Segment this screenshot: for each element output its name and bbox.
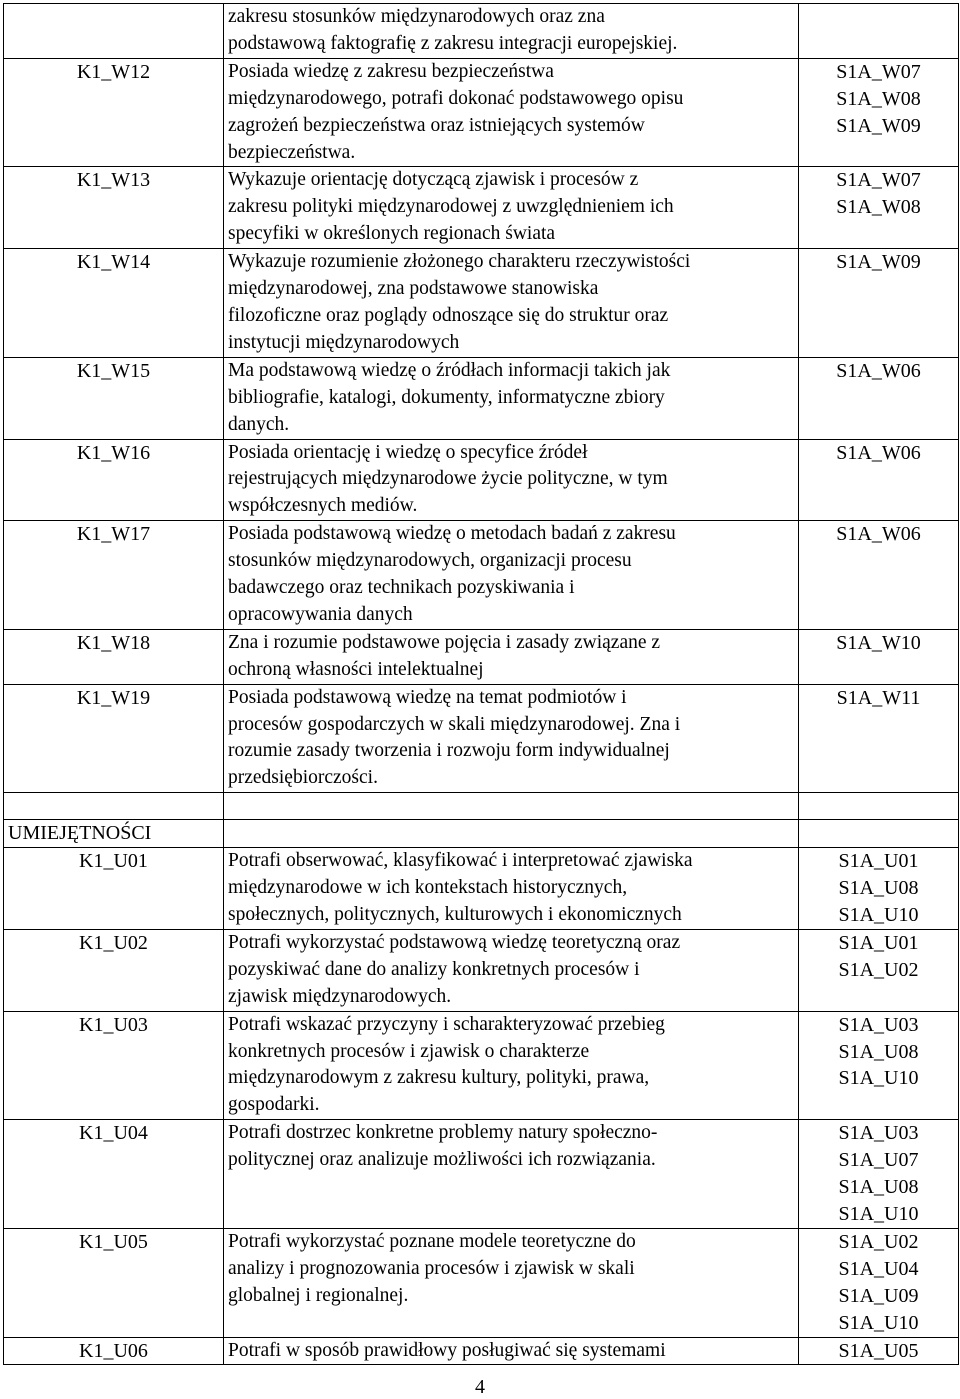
- description-line: Potrafi wskazać przyczyny i scharakteryzować przebieg: [228, 1013, 665, 1035]
- description-line: Potrafi wykorzystać podstawową wiedzę teoretyczną oraz: [228, 931, 681, 953]
- description-line: instytucji międzynarodowych: [228, 331, 460, 353]
- outcome-description: [224, 1011, 799, 1120]
- description-line: zakresu polityki międzynarodowej z uwzględnieniem ich: [228, 196, 674, 218]
- reference-code: S1A_U08: [838, 1040, 919, 1063]
- reference-code: S1A_W09: [836, 114, 921, 137]
- reference-code: S1A_W06: [836, 441, 921, 464]
- description-line: stosunków międzynarodowych, organizacji procesu: [228, 550, 632, 572]
- table-row: [4, 521, 959, 630]
- description-line: Posiada wiedzę z zakresu bezpieczeństwa: [228, 60, 554, 82]
- reference-code: S1A_U10: [838, 904, 919, 926]
- table-row: [4, 357, 959, 439]
- description-line: procesów gospodarczych w skali międzynarodowej. Zna i: [228, 713, 681, 735]
- reference-code: S1A_U09: [838, 1284, 919, 1307]
- table-row: [4, 439, 959, 521]
- table-row: [4, 848, 959, 930]
- outcome-code: K1_U02: [4, 929, 224, 1011]
- table-row: [4, 684, 959, 793]
- outcome-description: [224, 1337, 799, 1365]
- description-line: pozyskiwać dane do analizy konkretnych procesów i: [228, 958, 640, 980]
- reference-code: S1A_U08: [838, 877, 919, 900]
- reference-code: S1A_W06: [836, 523, 921, 546]
- table-row: [4, 1228, 959, 1337]
- reference-codes: [799, 1120, 959, 1229]
- reference-code: S1A_U04: [838, 1257, 919, 1280]
- reference-code: S1A_U05: [838, 1339, 919, 1362]
- reference-codes: [799, 521, 959, 630]
- reference-code: S1A_U10: [838, 1311, 919, 1334]
- reference-codes: [799, 1011, 959, 1120]
- reference-codes: [799, 848, 959, 930]
- description-line: zagrożeń bezpieczeństwa oraz istniejących systemów: [228, 114, 645, 136]
- description-line: zjawisk międzynarodowych.: [228, 985, 452, 1007]
- description-line: Zna i rozumie podstawowe pojęcia i zasady związane z: [228, 631, 661, 653]
- outcome-description: [224, 357, 799, 439]
- table-row: [4, 793, 959, 820]
- learning-outcomes-table: [3, 3, 959, 1365]
- description-line: międzynarodowej, zna podstawowe stanowiska: [228, 278, 599, 300]
- description-line: gospodarki.: [228, 1094, 320, 1116]
- description-line: politycznej oraz analizuje możliwości ich rozwiązania.: [228, 1149, 656, 1171]
- reference-code: S1A_U03: [838, 1122, 919, 1145]
- description-line: filozoficzne oraz poglądy odnoszące się do struktur oraz: [228, 304, 669, 326]
- outcome-description: [224, 58, 799, 167]
- description-line: bezpieczeństwa.: [228, 141, 356, 163]
- description-line: Ma podstawową wiedzę o źródłach informacji takich jak: [228, 359, 671, 381]
- outcome-description: [224, 1120, 799, 1229]
- reference-codes: [799, 929, 959, 1011]
- reference-code: S1A_U02: [838, 958, 919, 981]
- table-row: [4, 249, 959, 358]
- reference-code: S1A_U02: [838, 1230, 919, 1253]
- outcome-code: K1_W15: [4, 357, 224, 439]
- table-row: [4, 1120, 959, 1229]
- outcome-code: [4, 793, 224, 820]
- description-line: Posiada podstawową wiedzę na temat podmiotów i: [228, 686, 627, 708]
- description-line: Potrafi obserwować, klasyfikować i interpretować zjawiska: [228, 850, 693, 872]
- page-number: 4: [475, 1376, 485, 1398]
- reference-codes: [799, 357, 959, 439]
- reference-codes: [799, 4, 959, 59]
- reference-code: S1A_W10: [836, 631, 921, 654]
- reference-code: S1A_U07: [838, 1149, 919, 1172]
- reference-code: S1A_W06: [836, 359, 921, 382]
- outcome-description: [224, 4, 799, 59]
- description-line: rozumie zasady tworzenia i rozwoju form indywidualnej: [228, 740, 670, 762]
- reference-code: S1A_W08: [836, 87, 921, 110]
- description-line: Potrafi w sposób prawidłowy posługiwać się systemami: [228, 1339, 666, 1361]
- reference-code: S1A_U08: [838, 1176, 919, 1199]
- reference-code: S1A_W08: [836, 196, 921, 219]
- description-line: międzynarodowe w ich kontekstach historycznych,: [228, 877, 628, 899]
- reference-codes: [799, 1228, 959, 1337]
- reference-code: S1A_U01: [838, 850, 919, 873]
- outcome-description: [224, 439, 799, 521]
- outcome-code: K1_U01: [4, 848, 224, 930]
- reference-code: S1A_U10: [838, 1067, 919, 1090]
- outcome-description: [224, 929, 799, 1011]
- section-title: UMIEJĘTNOŚCI: [4, 820, 224, 848]
- outcome-description: [224, 1228, 799, 1337]
- table-row: [4, 929, 959, 1011]
- section-header-row: [4, 820, 959, 848]
- description-line: specyfiki w określonych regionach świata: [228, 223, 556, 245]
- outcome-code: K1_W19: [4, 684, 224, 793]
- outcome-code: K1_W14: [4, 249, 224, 358]
- outcome-code: K1_W13: [4, 167, 224, 249]
- description-line: Wykazuje rozumienie złożonego charakteru rzeczywistości: [228, 251, 691, 273]
- table-row: [4, 1011, 959, 1120]
- outcome-description: [224, 848, 799, 930]
- outcome-description: [224, 629, 799, 684]
- description-line: Potrafi wykorzystać poznane modele teoretyczne do: [228, 1230, 636, 1252]
- outcome-code: K1_U04: [4, 1120, 224, 1229]
- reference-codes: [799, 629, 959, 684]
- description-line: globalnej i regionalnej.: [228, 1284, 409, 1306]
- table-row: [4, 1337, 959, 1365]
- description-line: przedsiębiorczości.: [228, 767, 378, 789]
- outcome-code: K1_W18: [4, 629, 224, 684]
- reference-code: S1A_U10: [838, 1202, 919, 1225]
- table-row: [4, 58, 959, 167]
- reference-codes: [799, 249, 959, 358]
- description-line: współczesnych mediów.: [228, 495, 418, 517]
- description-line: międzynarodowym z zakresu kultury, polityki, prawa,: [228, 1067, 650, 1089]
- outcome-code: K1_U06: [4, 1337, 224, 1365]
- reference-code: S1A_W07: [836, 169, 921, 192]
- description-line: Posiada orientację i wiedzę o specyfice źródeł: [228, 441, 588, 463]
- outcome-description: [224, 521, 799, 630]
- table-row: [4, 629, 959, 684]
- reference-code: S1A_W11: [836, 686, 921, 709]
- reference-code: S1A_U03: [838, 1013, 919, 1036]
- reference-codes: [799, 684, 959, 793]
- reference-code: S1A_W09: [836, 251, 921, 274]
- description-line: Posiada podstawową wiedzę o metodach badań z zakresu: [228, 523, 676, 545]
- outcome-code: K1_W16: [4, 439, 224, 521]
- outcome-description: [224, 684, 799, 793]
- outcome-code: K1_U05: [4, 1228, 224, 1337]
- description-line: zakresu stosunków międzynarodowych oraz zna: [228, 6, 605, 27]
- outcome-code: K1_U03: [4, 1011, 224, 1120]
- outcome-description: [224, 249, 799, 358]
- reference-codes: [799, 167, 959, 249]
- outcome-code: K1_W17: [4, 521, 224, 630]
- description-line: badawczego oraz technikach pozyskiwania i: [228, 577, 575, 599]
- description-line: rejestrujących międzynarodowe życie polityczne, w tym: [228, 468, 668, 490]
- reference-code: S1A_U01: [838, 931, 919, 954]
- outcome-description: [224, 167, 799, 249]
- empty-cell: [799, 820, 959, 848]
- outcome-code: K1_W12: [4, 58, 224, 167]
- description-line: podstawową faktografię z zakresu integracji europejskiej.: [228, 32, 678, 54]
- reference-code: S1A_W07: [836, 60, 921, 83]
- table-row: [4, 167, 959, 249]
- table-body: [4, 4, 959, 1365]
- description-line: konkretnych procesów i zjawisk o charakterze: [228, 1040, 590, 1062]
- description-line: międzynarodowego, potrafi dokonać podstawowego opisu: [228, 87, 684, 109]
- reference-codes: [799, 1337, 959, 1365]
- description-line: ochroną własności intelektualnej: [228, 658, 484, 680]
- empty-cell: [224, 820, 799, 848]
- description-line: Potrafi dostrzec konkretne problemy natury społeczno-: [228, 1122, 658, 1144]
- reference-codes: [799, 439, 959, 521]
- outcome-code: [4, 4, 224, 59]
- reference-codes: [799, 58, 959, 167]
- reference-codes: [799, 793, 959, 820]
- description-line: analizy i prognozowania procesów i zjawisk w skali: [228, 1257, 635, 1279]
- description-line: opracowywania danych: [228, 603, 413, 625]
- description-line: bibliografie, katalogi, dokumenty, informatyczne zbiory: [228, 386, 665, 408]
- description-line: Wykazuje orientację dotyczącą zjawisk i procesów z: [228, 169, 639, 191]
- description-line: społecznych, politycznych, kulturowych i ekonomicznych: [228, 904, 682, 925]
- description-line: danych.: [228, 413, 290, 435]
- table-row: [4, 4, 959, 59]
- outcome-description: [224, 793, 799, 820]
